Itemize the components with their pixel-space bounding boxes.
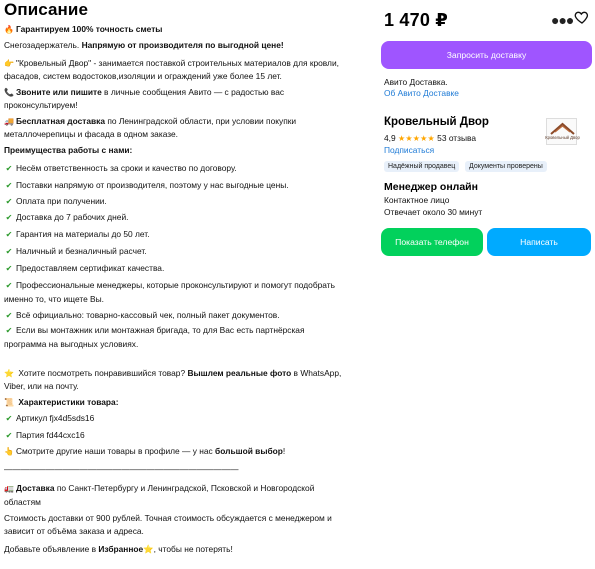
description-text: Артикул fjx4d5sds16 [16, 413, 95, 423]
description-line [4, 279, 335, 292]
description-line [4, 245, 147, 258]
description-line [4, 128, 178, 140]
description-line [4, 396, 119, 409]
description-text: областям [4, 497, 41, 507]
description-text: фасадов, систем водостоков,изоляции и ограждений уже более 15 лет. [4, 71, 282, 81]
description-text: металлочерепицы и фасада в одном заказе. [4, 129, 178, 139]
description-line [4, 162, 237, 175]
description-line [4, 262, 164, 275]
description-text: Смотрите другие наши товары в профиле — у нас [16, 446, 216, 456]
description-line [4, 543, 233, 555]
description-line [4, 367, 341, 380]
rating-stars-icon: ★★★★★ [397, 134, 435, 143]
description-text: Снегозадержатель. [4, 40, 82, 50]
check-icon: ✔ [5, 414, 13, 423]
description-text: Стоимость доставки от 900 рублей. Точная стоимость обсуждается с менеджером и [4, 513, 332, 523]
seller-logo[interactable] [545, 118, 580, 145]
fire-icon: 🔥 [4, 25, 14, 34]
pointing-right-icon: 👉 [4, 59, 14, 68]
description-text: именно то, что ищете Вы. [4, 294, 104, 304]
manager-title: Менеджер онлайн [384, 181, 478, 193]
description-text: проконсультируем! [4, 100, 78, 110]
description-line [4, 70, 282, 82]
description-text: Звоните или пишите [16, 87, 102, 97]
description-line [4, 429, 85, 442]
price: 1 470 ₽ [384, 10, 448, 30]
description-line [4, 463, 239, 475]
scroll-icon: 📜 [4, 398, 14, 407]
description-text: Профессиональные менеджеры, которые проконсультируют и помогут подобрать [16, 280, 335, 290]
description-line [4, 86, 284, 99]
description-text: по Санкт-Петербургу и Ленинградской, Псковской и Новгородской [54, 483, 315, 493]
description-line [4, 179, 289, 192]
check-icon: ✔ [5, 247, 13, 256]
check-icon: ✔ [5, 431, 13, 440]
description-line [4, 482, 314, 495]
description-text: ! [282, 446, 286, 456]
description-line [4, 99, 78, 111]
description-text: Преимущества работы с нами: [4, 145, 133, 155]
description-text: Гарантируем 100% точность сметы [16, 24, 163, 34]
description-text: зависит от объёма заказа и адреса. [4, 526, 144, 536]
description-text: в личные сообщения Авито — с радостью вас [101, 87, 285, 97]
badge-documents-verified: Документы проверены [465, 161, 547, 172]
description-text: Добавьте объявление в [4, 544, 99, 554]
description-text: Гарантия на материалы до 50 лет. [16, 229, 150, 239]
description-text: "Кровельный Двор" - занимается поставкой строительных материалов для кровли, [16, 58, 339, 68]
description-line [4, 144, 132, 156]
show-phone-button[interactable]: Показать телефон [381, 228, 483, 256]
description-text: ⭐, чтобы не потерять! [143, 544, 233, 554]
rating-value: 4,9 [384, 133, 396, 143]
description-text: Доставка [16, 483, 55, 493]
description-text: Поставки напрямую от производителя, поэтому у нас выгодные цены. [16, 180, 289, 190]
check-icon: ✔ [5, 311, 13, 320]
description-line [4, 23, 162, 36]
seller-rating-row[interactable] [384, 133, 476, 144]
description-text: Избранное [98, 544, 144, 554]
description-line [4, 293, 104, 305]
seller-name[interactable]: Кровельный Двор [384, 116, 489, 128]
description-text: Вышлем реальные фото [187, 368, 292, 378]
description-text: Viber, или на почту. [4, 381, 79, 391]
description-line [4, 445, 285, 458]
check-icon: ✔ [5, 281, 13, 290]
description-title: Описание [4, 0, 89, 19]
description-text: Характеристики товара: [16, 397, 119, 407]
request-delivery-button[interactable]: Запросить доставку [381, 41, 592, 69]
description-text: в WhatsApp, [291, 368, 342, 378]
description-text: программа на выгодных условиях. [4, 339, 139, 349]
description-text: большой выбор [215, 446, 283, 456]
manager-role: Контактное лицо [384, 195, 450, 205]
description-text: Предоставляем сертификат качества. [16, 263, 165, 273]
check-icon: ✔ [5, 197, 13, 206]
logo-text: Кровельный Двор [545, 135, 580, 140]
about-delivery-link[interactable]: Об Авито Доставке [384, 88, 459, 98]
description-line [4, 115, 296, 128]
description-line [4, 512, 332, 524]
description-text: ———————————————————————————— [4, 464, 239, 474]
write-message-button[interactable]: Написать [487, 228, 591, 256]
avito-delivery-text: Авито Доставка. [384, 77, 448, 87]
description-line [4, 211, 128, 224]
description-text: Бесплатная доставка [16, 116, 106, 126]
check-icon: ✔ [5, 326, 13, 335]
description-text: Оплата при получении. [16, 196, 107, 206]
description-line [4, 228, 150, 241]
heart-icon[interactable] [574, 9, 590, 25]
description-text: Напрямую от производителя по выгодной цене! [81, 40, 284, 50]
description-text: Если вы монтажник или монтажная бригада, то для Вас есть партнёрская [16, 325, 305, 335]
description-line [4, 338, 138, 350]
check-icon: ✔ [5, 264, 13, 273]
description-line [4, 309, 280, 322]
more-options-icon[interactable]: ●●● [551, 12, 574, 28]
truck-icon: 🚛 [4, 484, 14, 493]
manager-response-time: Отвечает около 30 минут [384, 207, 483, 217]
check-icon: ✔ [5, 164, 13, 173]
phone-icon: 📞 [4, 88, 14, 97]
description-text: по Ленинградской области, при условии покупки [105, 116, 297, 126]
description-line [4, 412, 94, 425]
reviews-count: 53 отзыва [437, 133, 476, 143]
description-text: Хотите посмотреть понравившийся товар? [16, 368, 188, 378]
description-text: Доставка до 7 рабочих дней. [16, 212, 129, 222]
description-line [4, 496, 41, 508]
check-icon: ✔ [5, 213, 13, 222]
description-line [4, 39, 284, 51]
subscribe-link[interactable]: Подписаться [384, 145, 435, 155]
description-line [4, 324, 304, 337]
pointing-up-icon: 👆 [4, 447, 14, 456]
description-line [4, 380, 79, 392]
description-text: Партия fd44cxc16 [16, 430, 85, 440]
description-text: Всё официально: товарно-кассовый чек, полный пакет документов. [16, 310, 280, 320]
description-text: Несём ответственность за сроки и качество по договору. [16, 163, 237, 173]
star-icon: ⭐ [4, 369, 14, 378]
description-line [4, 57, 339, 70]
description-line [4, 525, 144, 537]
badge-reliable-seller: Надёжный продавец [384, 161, 459, 172]
description-line [4, 195, 107, 208]
check-icon: ✔ [5, 230, 13, 239]
description-text: Наличный и безналичный расчет. [16, 246, 147, 256]
delivery-truck-icon: 🚚 [4, 117, 14, 126]
description-section [4, 0, 364, 554]
check-icon: ✔ [5, 181, 13, 190]
